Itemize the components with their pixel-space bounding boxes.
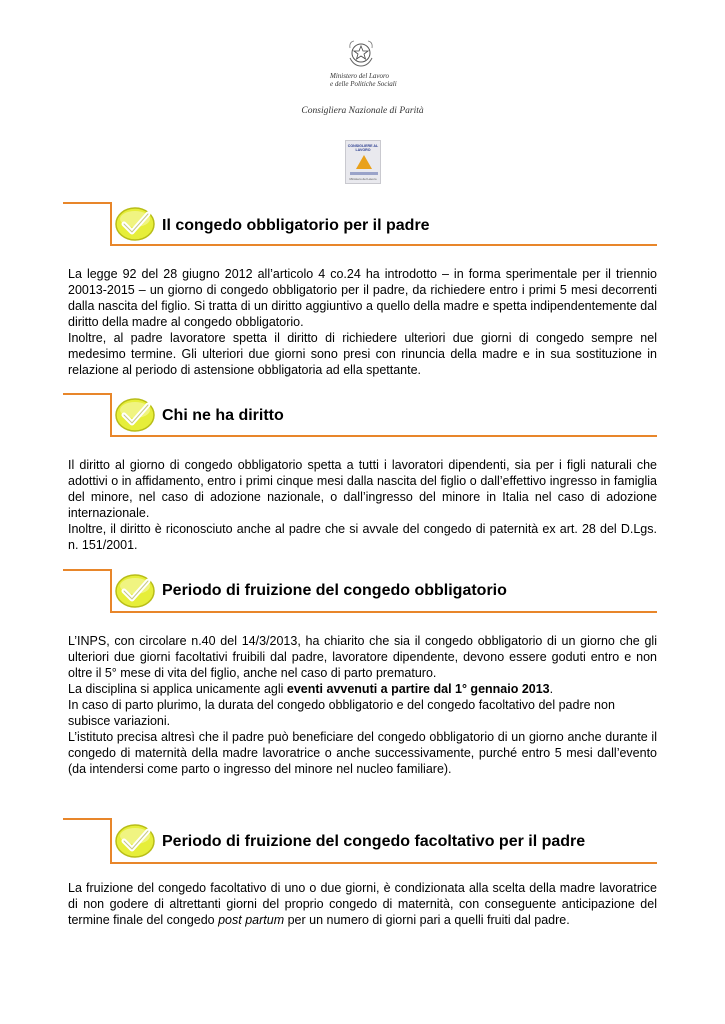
post-partum-term: post partum	[218, 913, 285, 927]
section-bracket-side	[110, 393, 112, 437]
section-title: Periodo di fruizione del congedo obbligatorio	[162, 582, 507, 599]
office-label: Consigliera Nazionale di Parità	[301, 106, 424, 116]
logo-title: CONSIGLIERE AL LAVORO	[347, 144, 379, 152]
paragraph: Il diritto al giorno di congedo obbligatorio spetta a tutti i lavoratori dipendenti, sia per i figli naturali che adottivi o in affidamento, entro i primi cinque mesi dalla nascita del figlio o dall’effettivo ingresso in famiglia del minore, nel caso di adozione nazionale, o dall’ingresso del minore in Italia nel caso di adozione internazionale.	[68, 458, 657, 520]
paragraph	[68, 880, 657, 928]
section-bracket-side	[110, 818, 112, 862]
discipline-paragraph	[68, 681, 657, 697]
section-bracket-top	[63, 569, 111, 571]
checkmark-icon	[114, 573, 156, 609]
section-bracket-side	[110, 569, 112, 613]
ministry-line-1: Ministero del Lavoro	[330, 72, 389, 80]
section-bracket-side	[110, 202, 112, 246]
ministry-line-2: e delle Politiche Sociali	[330, 80, 397, 88]
paragraph: L’INPS, con circolare n.40 del 14/3/2013, ha chiarito che sia il congedo obbligatorio di un giorno che gli ulteriori due giorni facoltativi fruibili dal padre, lavoratore dipendente, devono essere goduti entro e non oltre il 5° mese di vita del figlio, anche nel caso di parto prematuro.	[68, 634, 657, 680]
logo-subtitle: Ministero del Lavoro	[349, 177, 377, 181]
logo-bar	[350, 172, 378, 175]
warning-triangle-icon	[356, 155, 372, 169]
paragraph: L’istituto precisa altresì che il padre può beneficiare del congedo obbligatorio di un giorno anche durante il congedo di maternità della madre lavoratrice o anche successivamente, purché entro 5 mesi dall’evento (da intendersi come parto o ingresso del minore nel nucleo familiare).	[68, 730, 657, 776]
section-body	[68, 457, 657, 553]
section-bracket-bottom	[110, 435, 657, 437]
section-title: Il congedo obbligatorio per il padre	[162, 217, 430, 234]
paragraph: La legge 92 del 28 giugno 2012 all’articolo 4 co.24 ha introdotto – in forma sperimentale per il triennio 20013-2015 – un giorno di congedo obbligatorio per il padre, da richiedere entro i primi 5 mesi decorrenti dalla nascita del figlio. Si tratta di un diritto aggiuntivo a quello della madre e spetta indipendentemente dal diritto della madre al congedo obbligatorio.	[68, 267, 657, 329]
ministry-name	[330, 72, 420, 88]
section-bracket-bottom	[110, 611, 657, 613]
republic-emblem-icon	[346, 38, 376, 68]
section-body	[68, 266, 657, 378]
section-title: Chi ne ha diritto	[162, 407, 284, 424]
checkmark-icon	[114, 206, 156, 242]
paragraph: Inoltre, il diritto è riconosciuto anche al padre che si avvale del congedo di paternità ex art. 28 del D.Lgs. n. 151/2001.	[68, 522, 657, 552]
discipline-date-highlight: eventi avvenuti a partire dal 1° gennaio 2013	[286, 682, 550, 696]
section-bracket-top	[63, 818, 111, 820]
office-name	[0, 106, 725, 116]
section-body	[68, 633, 657, 777]
paragraph-suffix: per un numero di giorni pari a quelli fruiti dal padre.	[284, 913, 570, 927]
paragraph: In caso di parto plurimo, la durata del congedo obbligatorio e del congedo facoltativo del padre non subisce variazioni.	[68, 698, 615, 728]
paragraph-prefix: La fruizione del congedo facoltativo di uno o due giorni, è condizionata alla scelta della madre lavoratrice di non godere di altrettanti giorni del proprio congedo di maternità, con conseguente anticipazione del termine finale del congedo	[68, 881, 657, 927]
section-bracket-top	[63, 393, 111, 395]
section-bracket-bottom	[110, 244, 657, 246]
consigliere-logo	[345, 140, 381, 184]
section-bracket-top	[63, 202, 111, 204]
section-body	[68, 880, 657, 928]
discipline-prefix: La disciplina si applica unicamente agli	[68, 682, 287, 696]
checkmark-icon	[114, 397, 156, 433]
section-bracket-bottom	[110, 862, 657, 864]
checkmark-icon	[114, 823, 156, 859]
section-title: Periodo di fruizione del congedo facoltativo per il padre	[162, 833, 586, 850]
paragraph: Inoltre, al padre lavoratore spetta il diritto di richiedere ulteriori due giorni di congedo sempre nel medesimo termine. Gli ulteriori due giorni sono presi con rinuncia della madre e in sua sostituzione in relazione al periodo di astensione obbligatoria ad ella spettante.	[68, 331, 657, 377]
discipline-suffix: .	[549, 682, 554, 696]
